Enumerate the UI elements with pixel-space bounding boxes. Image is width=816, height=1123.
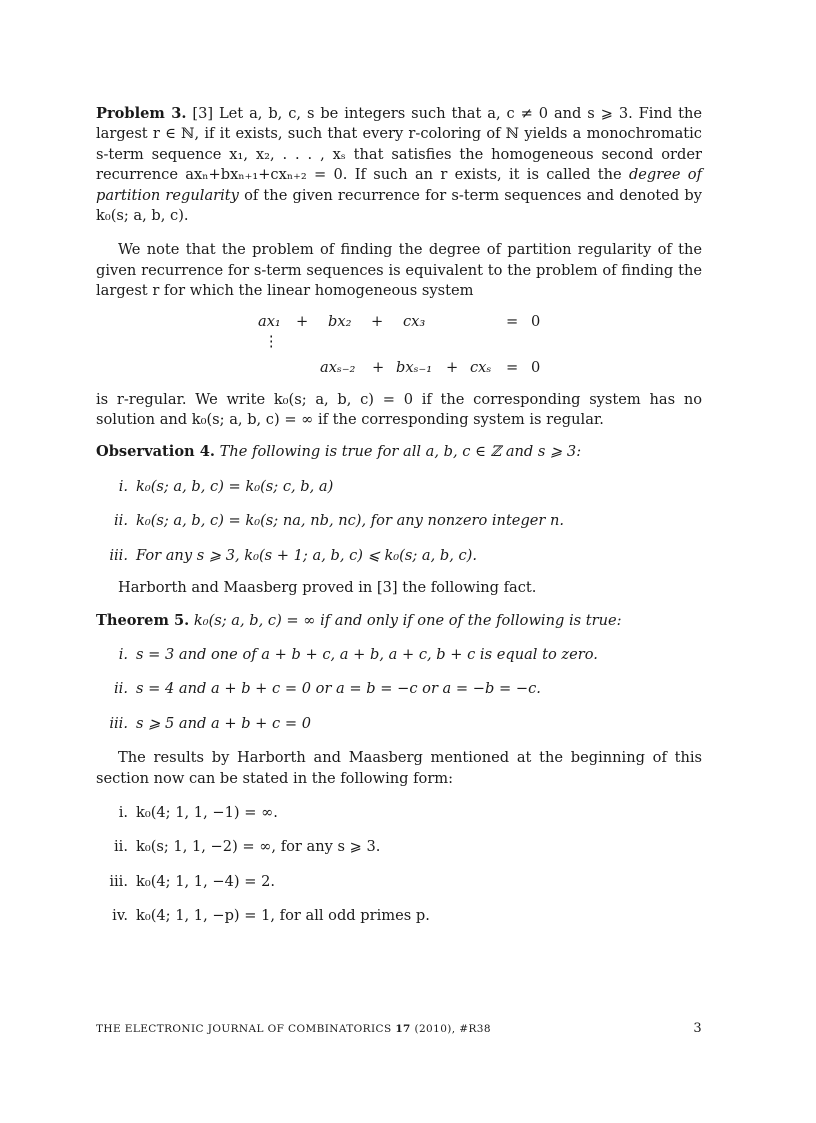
item-text: k₀(s; 1, 1, −2) = ∞, for any s ⩾ 3. bbox=[136, 838, 381, 856]
sys-r1-eq: = bbox=[506, 312, 519, 330]
sys-r2-c: cxₛ bbox=[470, 358, 492, 376]
item-label: iii. bbox=[109, 872, 128, 890]
item-text: k₀(4; 1, 1, −1) = ∞. bbox=[136, 803, 278, 821]
problem-body: [3] Let a, b, c, s be integers such that a, c ≠ 0 and s ⩾ 3. Find the largest r ∈ ℕ, if it exists, such that every r-coloring of ℕ yields a monochromatic s-term sequence x₁, x₂, . . . , xₛ that satisfies the homogeneous second order recurrence axₙ+bxₙ₊₁+cxₙ₊₂ = 0. If such an r exists, it is called the bbox=[96, 105, 703, 184]
problem-label: Problem 3. bbox=[96, 105, 187, 122]
results-paragraph: The results by Harborth and Maasberg mentioned at the beginning of this section now can be stated in the following form: bbox=[96, 749, 702, 787]
sys-r2-plus1: + bbox=[372, 358, 385, 376]
sys-r1-a: ax₁ bbox=[258, 312, 281, 330]
item-label: i. bbox=[118, 645, 128, 663]
footer-volume: 17 bbox=[395, 1023, 411, 1035]
page-body bbox=[96, 104, 702, 927]
list-item bbox=[96, 714, 702, 734]
list-item bbox=[96, 477, 702, 497]
item-text: k₀(s; a, b, c) = k₀(s; c, b, a) bbox=[136, 477, 334, 495]
item-label: ii. bbox=[114, 680, 128, 698]
list-item bbox=[96, 837, 702, 857]
item-label: ii. bbox=[114, 838, 128, 856]
observation-label: Observation 4. bbox=[96, 443, 215, 461]
sys-r2-eq: = bbox=[506, 358, 519, 376]
problem-tail: of the given recurrence for s-term sequences and denoted by k₀(s; a, b, c). bbox=[96, 186, 703, 225]
item-label: i. bbox=[118, 477, 128, 495]
sys-r2-rhs: 0 bbox=[531, 358, 541, 376]
list-item bbox=[96, 872, 702, 892]
list-item bbox=[96, 906, 702, 926]
sys-r2-a: axₛ₋₂ bbox=[320, 358, 356, 376]
regular-paragraph: is r-regular. We write k₀(s; a, b, c) = 0 if the corresponding system has no solution and k₀(s; a, b, c) = ∞ if the corresponding system is regular. bbox=[96, 390, 702, 429]
item-text: k₀(4; 1, 1, −p) = 1, for all odd primes p. bbox=[136, 907, 430, 925]
sys-vdots: ⋮ bbox=[264, 332, 279, 350]
sys-r1-plus2: + bbox=[371, 312, 384, 330]
sys-r1-plus1: + bbox=[296, 312, 309, 330]
footer-journal: THE ELECTRONIC JOURNAL OF COMBINATORICS bbox=[96, 1023, 392, 1035]
observation-list bbox=[96, 477, 702, 566]
item-text: k₀(s; a, b, c) = k₀(s; na, nb, nc), for any nonzero integer n. bbox=[136, 512, 565, 530]
item-label: iii. bbox=[109, 546, 128, 564]
list-item bbox=[96, 803, 702, 823]
item-text: s = 4 and a + b + c = 0 or a = b = −c or a = −b = −c. bbox=[136, 680, 541, 698]
page-number: 3 bbox=[693, 1021, 702, 1036]
problem-term: degree of partition regularity bbox=[96, 166, 702, 204]
item-label: iv. bbox=[112, 907, 128, 925]
footer-citation bbox=[96, 1022, 491, 1036]
results-list bbox=[96, 803, 702, 927]
sys-r1-rhs: 0 bbox=[531, 312, 541, 330]
list-item bbox=[96, 645, 702, 665]
list-item bbox=[96, 511, 702, 531]
theorem-list bbox=[96, 645, 702, 734]
theorem-label: Theorem 5. bbox=[96, 611, 190, 629]
item-text: k₀(4; 1, 1, −4) = 2. bbox=[136, 872, 275, 890]
linear-system bbox=[96, 312, 702, 384]
item-label: iii. bbox=[109, 714, 128, 732]
sys-r1-c: cx₃ bbox=[403, 312, 426, 330]
list-item bbox=[96, 679, 702, 699]
harborth-paragraph: Harborth and Maasberg proved in [3] the following fact. bbox=[118, 579, 537, 597]
list-item bbox=[96, 546, 702, 566]
observation-statement: The following is true for all a, b, c ∈ ℤ and s ⩾ 3: bbox=[219, 443, 582, 461]
footer-year-article: (2010), #R38 bbox=[414, 1023, 491, 1035]
sys-r2-plus2: + bbox=[446, 358, 459, 376]
note-paragraph: We note that the problem of finding the degree of partition regularity of the given recurrence for s-term sequences is equivalent to the problem of finding the largest r for which the linear homogeneous system bbox=[96, 241, 702, 300]
sys-r1-b: bx₂ bbox=[328, 312, 352, 330]
item-text: For any s ⩾ 3, k₀(s + 1; a, b, c) ⩽ k₀(s; a, b, c). bbox=[136, 546, 478, 564]
observation-heading bbox=[96, 442, 702, 462]
item-label: i. bbox=[118, 803, 128, 821]
sys-r2-b: bxₛ₋₁ bbox=[396, 358, 433, 376]
item-text: s ⩾ 5 and a + b + c = 0 bbox=[136, 714, 312, 732]
theorem-statement: k₀(s; a, b, c) = ∞ if and only if one of the following is true: bbox=[193, 611, 622, 629]
item-text: s = 3 and one of a + b + c, a + b, a + c, b + c is equal to zero. bbox=[136, 645, 598, 663]
problem-paragraph bbox=[96, 104, 702, 226]
theorem-heading bbox=[96, 611, 702, 631]
item-label: ii. bbox=[114, 512, 128, 530]
